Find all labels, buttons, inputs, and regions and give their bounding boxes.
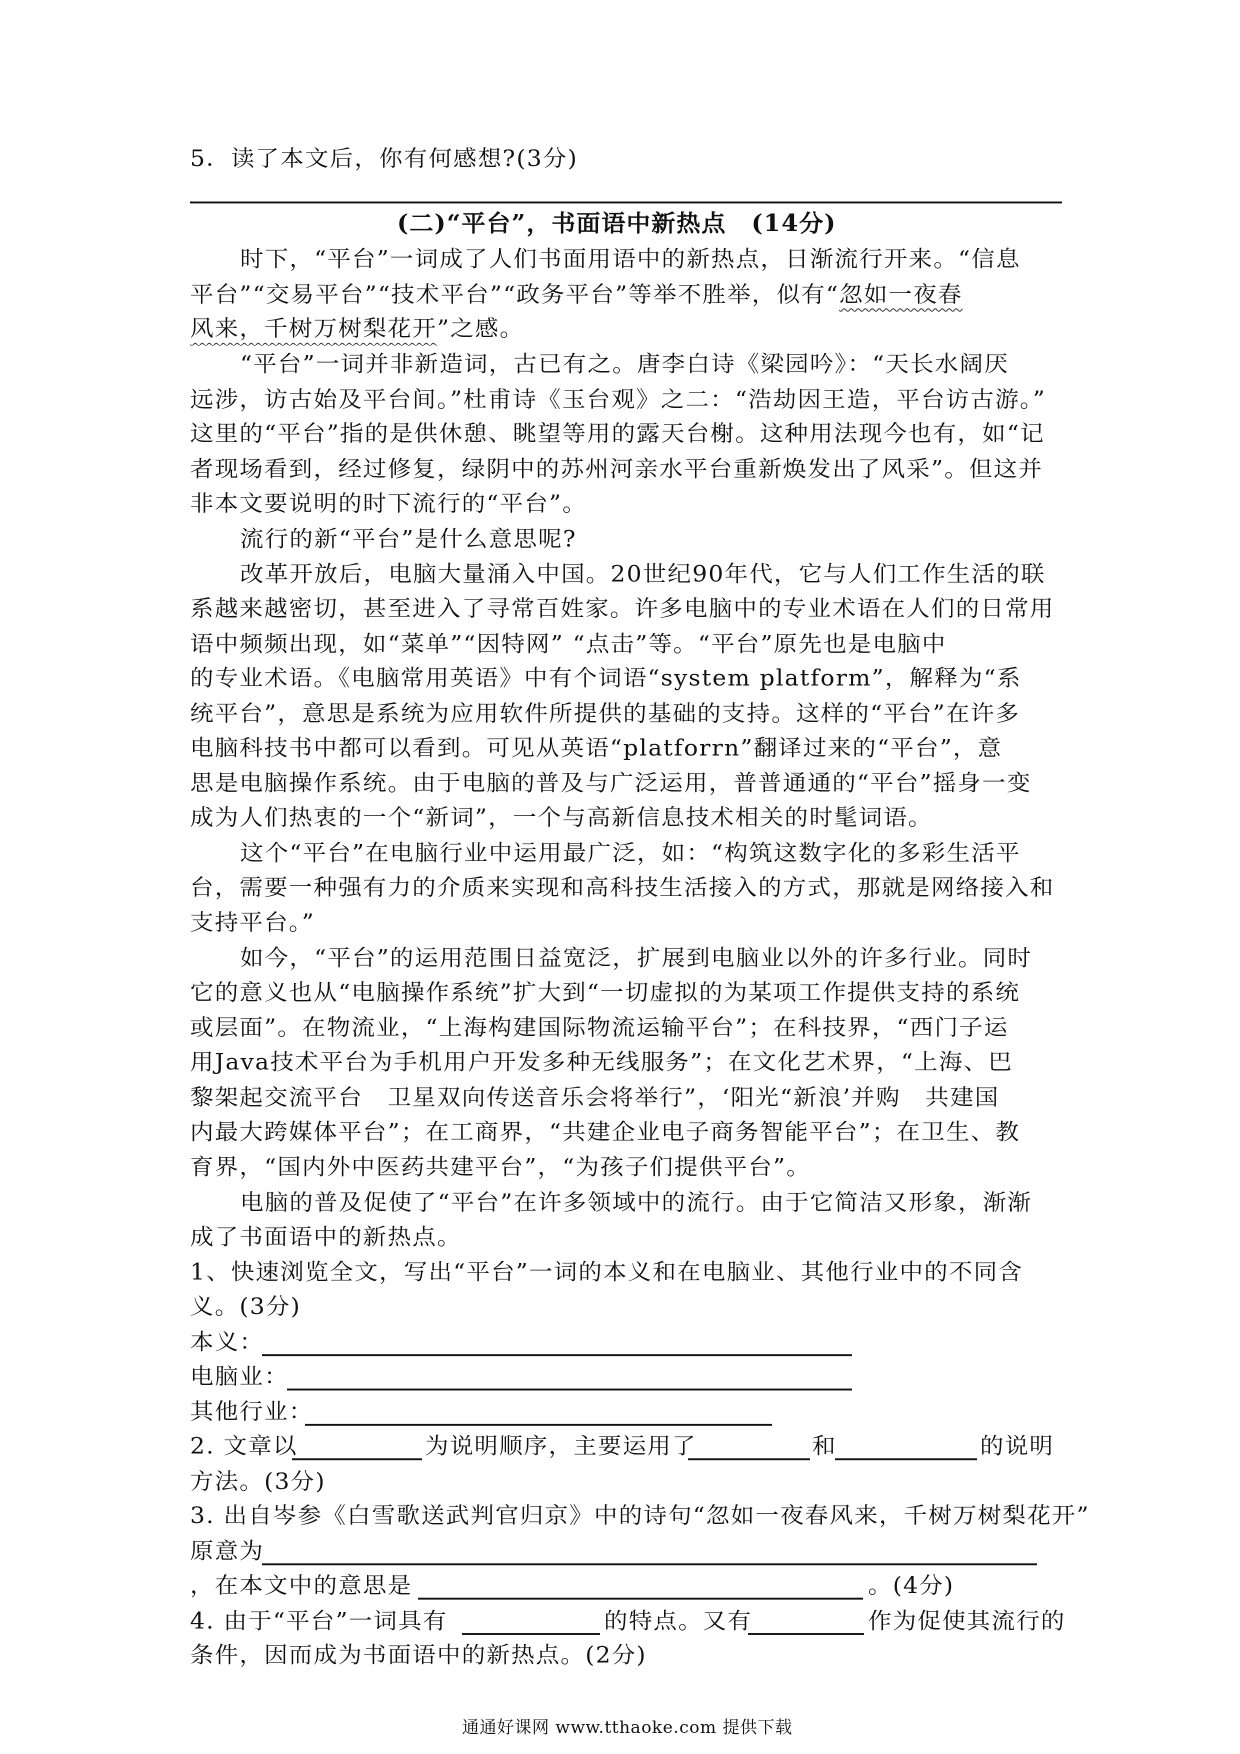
answer-blank[interactable] [262, 1563, 1037, 1565]
answer-label: 其他行业： [190, 1398, 314, 1425]
answer-blank[interactable] [462, 1633, 600, 1635]
text-line: “平台”一词并非新造词，古已有之。唐李白诗《梁园吟》：“天长水阔厌 [240, 350, 1009, 378]
text-line: 方法。(3分) [190, 1467, 326, 1495]
text-line: 的说明 [980, 1432, 1055, 1460]
text-line: 电脑科技书中都可以看到。可见从英语“platforrn”翻译过来的“平台”，意 [190, 734, 1003, 762]
text-line: 黎架起交流平台 卫星双向传送音乐会将举行”，‘阳光“新浪’并购 共建国 [190, 1083, 1000, 1111]
text-line: 这个“平台”在电脑行业中运用最广泛，如：“构筑这数字化的多彩生活平 [240, 839, 1021, 867]
text-line: 成为人们热衷的一个“新词”，一个与高新信息技术相关的时髦词语。 [190, 804, 933, 831]
footer: 通通好课网 www.tthaoke.com 提供下载 [462, 1718, 793, 1738]
text-line: 用Java技术平台为手机用户开发多种无线服务”；在文化艺术界，“上海、巴 [190, 1048, 1013, 1076]
text-line: 义。(3分) [190, 1293, 301, 1320]
text-line: 支持平台。” [190, 909, 315, 936]
text-line: 内最大跨媒体平台”；在工商界，“共建企业电子商务智能平台”；在卫生、教 [190, 1118, 1021, 1146]
text-line: 非本文要说明的时下流行的“平台”。 [190, 489, 587, 517]
answer-blank[interactable] [305, 1424, 772, 1426]
text-line: 条件，因而成为书面语中的新热点。(2分) [190, 1641, 647, 1669]
section-divider [190, 202, 1062, 204]
answer-blank[interactable] [748, 1633, 864, 1635]
text-line: 育界，“国内外中医药共建平台”，“为孩子们提供平台”。 [190, 1153, 811, 1181]
text-line: 电脑的普及促使了“平台”在许多领域中的流行。由于它简洁又形象，渐渐 [240, 1188, 1033, 1216]
text-line: 思是电脑操作系统。由于电脑的普及与广泛运用，普普通通的“平台”摇身一变 [190, 769, 1032, 797]
text-line: 这里的“平台”指的是供休憩、眺望等用的露天台榭。这种用法现今也有，如“记 [190, 420, 1045, 447]
text-line: 语中频频出现，如“菜单”“因特网” “点击”等。“平台”原先也是电脑中 [190, 630, 947, 658]
poem-quote: 风来，千树万树梨花开 [190, 315, 437, 342]
text-line: 者现场看到，经过修复，绿阴中的苏州河亲水平台重新焕发出了风采”。但这并 [190, 455, 1044, 483]
text-line: 改革开放后，电脑大量涌入中国。20世纪90年代，它与人们工作生活的联 [240, 560, 1046, 588]
question-5: 5．读了本文后，你有何感想?(3分) [190, 145, 578, 172]
answer-blank[interactable] [688, 1458, 810, 1460]
answer-blank[interactable] [262, 1354, 852, 1356]
question-2: 2. 文章以 [190, 1432, 298, 1460]
question-4: 4. 由于“平台”一词具有 [190, 1607, 448, 1635]
text-line: 作为促使其流行的 [868, 1607, 1066, 1635]
answer-blank[interactable] [418, 1598, 863, 1600]
text-line: 它的意义也从“电脑操作系统”扩大到“一切虚拟的为某项工作提供支持的系统 [190, 978, 1021, 1006]
text-line: 成了书面语中的新热点。 [190, 1223, 462, 1251]
text-line: 统平台”，意思是系统为应用软件所提供的基础的支持。这样的“平台”在许多 [190, 700, 1021, 727]
answer-blank[interactable] [292, 1458, 422, 1460]
section-title: (二)“平台”，书面语中新热点 (14分) [397, 209, 837, 237]
text-line: 远涉，访古始及平台间。”杜甫诗《玉台观》之二：“浩劫因王造，平台访古游。” [190, 385, 1046, 413]
text-line: ，在本文中的意思是 [190, 1571, 413, 1599]
text-line: 如今，“平台”的运用范围日益宽泛，扩展到电脑业以外的许多行业。同时 [240, 944, 1033, 972]
text-line: 和 [812, 1432, 837, 1460]
text-line: 或层面”。在物流业，“上海构建国际物流运输平台”；在科技界，“西门子运 [190, 1014, 1009, 1041]
text-line: 平台”“交易平台”“技术平台”“政务平台”等举不胜举，似有“忽如一夜春 [190, 280, 963, 308]
answer-blank[interactable] [835, 1458, 977, 1460]
answer-label: 电脑业： [190, 1362, 289, 1390]
text-line: 台，需要一种强有力的介质来实现和高科技生活接入的方式，那就是网络接入和 [190, 873, 1055, 901]
poem-quote: 忽如一夜春 [839, 280, 963, 308]
text-line: 风来，千树万树梨花开”之感。 [190, 315, 525, 342]
text-line: 。(4分) [868, 1571, 955, 1599]
text-line: 为说明顺序，主要运用了 [425, 1432, 697, 1460]
text-line: 时下，“平台”一词成了人们书面用语中的新热点，日渐流行开来。“信息 [240, 245, 1021, 273]
text-line: 系越来越密切，甚至进入了寻常百姓家。许多电脑中的专业术语在人们的日常用 [190, 594, 1055, 622]
answer-blank[interactable] [287, 1389, 852, 1391]
question-1: 1、快速浏览全文，写出“平台”一词的本义和在电脑业、其他行业中的不同含 [190, 1258, 1023, 1286]
text-line: 流行的新“平台”是什么意思呢? [240, 525, 577, 552]
text-line: 原意为 [190, 1537, 265, 1565]
answer-label: 本义： [190, 1328, 265, 1356]
text-line: 的专业术语。《电脑常用英语》中有个词语“system platform”，解释为“系 [190, 664, 1022, 692]
text-line: 的特点。又有 [604, 1607, 753, 1635]
question-3: 3. 出自岑参《白雪歌送武判官归京》中的诗句“忽如一夜春风来，千树万树梨花开” [190, 1502, 1090, 1529]
